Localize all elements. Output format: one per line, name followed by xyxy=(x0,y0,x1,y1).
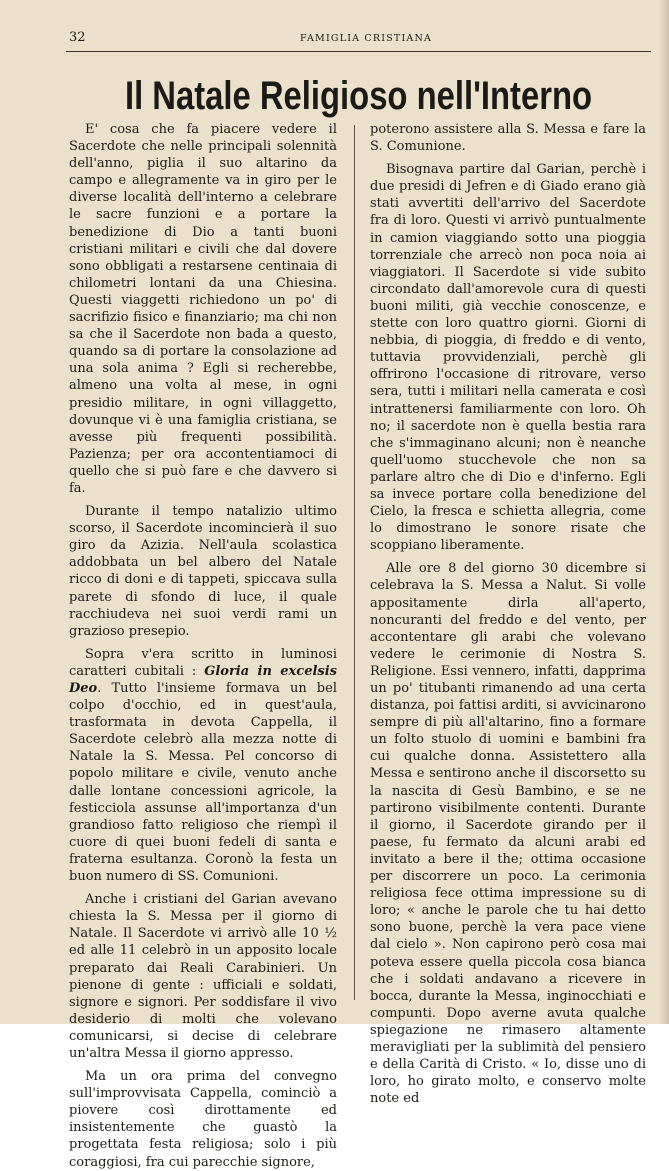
paragraph: Bisognava partire dal Garian, perchè i due presidi di Jefren e di Giado erano già stati avvertiti dell'arrivo del Sacerdote fra di loro. Questi vi arrivò puntualmente in camion viaggiando sotto una pioggia torrenziale che arrecò non poca noia ai viaggiatori. Il Sacerdote si vide subito circondato dall'amorevole cura di questi buoni militi, già vecchie conoscenze, e stette con loro quattro giorni. Giorni di nebbia, di pioggia, di freddo e di vento, tuttavia provvidenziali, perchè gli offrirono l'occasione di ritrovare, verso sera, tutti i militari nella camerata e così intrattenersi familiarmente con loro. Oh no; il sacerdote non è quella bestia rara che s'immaginano alcuni; non è neanche quell'uomo stucchevole che non sa parlare altro che di Dio e d'inferno. Egli sa invece portare colla benedizione del Cielo, la fresca e schietta allegria, come lo dimostrano le sonore risate che scoppiano liberamente. xyxy=(370,162,646,554)
paragraph-text: . Tutto l'insieme formava un bel colpo d'occhio, ed in quest'aula, trasformata in devota Cappella, il Sacerdote celebrò alla mezza notte di Natale la S. Messa. Pel concorso di popolo militare e civile, venuto anche dalle lontane concessioni agricole, la festicciola assunse all'importanza d'un grandioso fatto religioso che riempì il cuore di quei buoni fedeli di santa e fraterna esultanza. Coronò la festa un buon numero di SS. Comunioni. xyxy=(69,681,337,885)
paragraph: Alle ore 8 del giorno 30 dicembre si celebrava la S. Messa a Nalut. Si volle appositamente dirla all'aperto, noncuranti del freddo e del vento, per accontentare gli arabi che volevano vedere le cerimonie di Nostra S. Religione. Essi vennero, infatti, dapprima un po' titubanti rimanendo ad una certa distanza, poi fattisi arditi, si avvicinarono sempre di più all'altarino, fino a formare un folto stuolo di uomini e bambini fra cui qualche donna. Assistettero alla Messa e sentirono anche il discorsetto su la nascita di Gesù Bambino, e se ne partirono visibilmente contenti. Durante il giorno, il Sacerdote girando per il paese, fu fermato da alcuni arabi ed invitato a bere il the; ottima occasione per discorrere un poco. La cerimonia religiosa fece ottima impressione su di loro; « anche le parole che tu hai detto sono buone, perchè la vera pace viene dal cielo ». Non capirono però cosa mai poteva essere quella piccola cosa bianca che i soldati andavano a ricevere in bocca, durante la Messa, inginocchiati e compunti. Dopo averne avuta qualche spiegazione ne rimasero altamente meravigliati per la sublimità del pensiero e della Carità di Cristo. « Io, disse uno di loro, ho girato molto, e conservo molte note ed xyxy=(370,561,646,1107)
page-number: 32 xyxy=(69,30,86,45)
paragraph-continued: poterono assistere alla S. Messa e fare la S. Comunione. xyxy=(370,122,646,155)
article-title: Il Natale Religioso nell'Interno xyxy=(124,74,593,118)
paragraph: E' cosa che fa piacere vedere il Sacerdote che nelle principali solennità dell'anno, piglia il suo altarino da campo e allegramente va in giro per le diverse località dell'interno a celebrare le sacre funzioni e a portare la benedizione di Dio a tanti buoni cristiani militari e civili che dal dovere sono obbligati a restarsene centinaia di chilometri lontani da una Chiesina. Questi viaggetti richiedono un po' di sacrifizio fisico e finanziario; ma chi non sa che il Sacerdote non bada a questo, quando sa di portare la consolazione ad una sola anima ? Egli si recherebbe, almeno una volta al mese, in ogni presidio militare, in ogni villaggetto, dovunque vi è una famiglia cristiana, se avesse più frequenti possibilità. Pazienza; per ora accontentiamoci di quello che si può fare e che davvero si fa. xyxy=(69,122,337,496)
paragraph: Anche i cristiani del Garian avevano chiesta la S. Messa per il giorno di Natale. Il Sacerdote vi arrivò alle 10 ½ ed alle 11 celebrò in un apposito locale preparato dai Reali Carabinieri. Un pienone di gente : ufficiali e soldati, signore e signori. Per soddisfare il vivo desiderio di molti che volevano comunicarsi, si decise di celebrare un'altra Messa il giorno appresso. xyxy=(69,892,337,1061)
magazine-name: FAMIGLIA CRISTIANA xyxy=(300,33,433,44)
latin-inscription: Gloria in excelsis Deo xyxy=(69,663,337,696)
left-column xyxy=(69,121,337,1171)
paragraph: Durante il tempo natalizio ultimo scorso, il Sacerdote incomincierà il suo giro da Azizia. Nell'aula scolastica addobbata un bel albero del Natale ricco di doni e di tappeti, spiccava sulla parete di sfondo di luce, il quale racchiudeva nei suoi verdi rami un grazioso presepio. xyxy=(69,504,337,639)
paragraph xyxy=(69,646,337,885)
paragraph: Ma un ora prima del convegno sull'improvvisata Cappella, cominciò a piovere così dirottamente ed insistentemente che guastò la progettata festa religiosa; solo i più coraggiosi, fra cui parecchie signore, xyxy=(69,1069,337,1170)
right-column xyxy=(370,121,646,1107)
paragraph-text: Sopra v'era scritto in luminosi caratteri cubitali : xyxy=(69,646,337,679)
column-divider xyxy=(354,125,355,1000)
header-rule xyxy=(66,51,651,52)
